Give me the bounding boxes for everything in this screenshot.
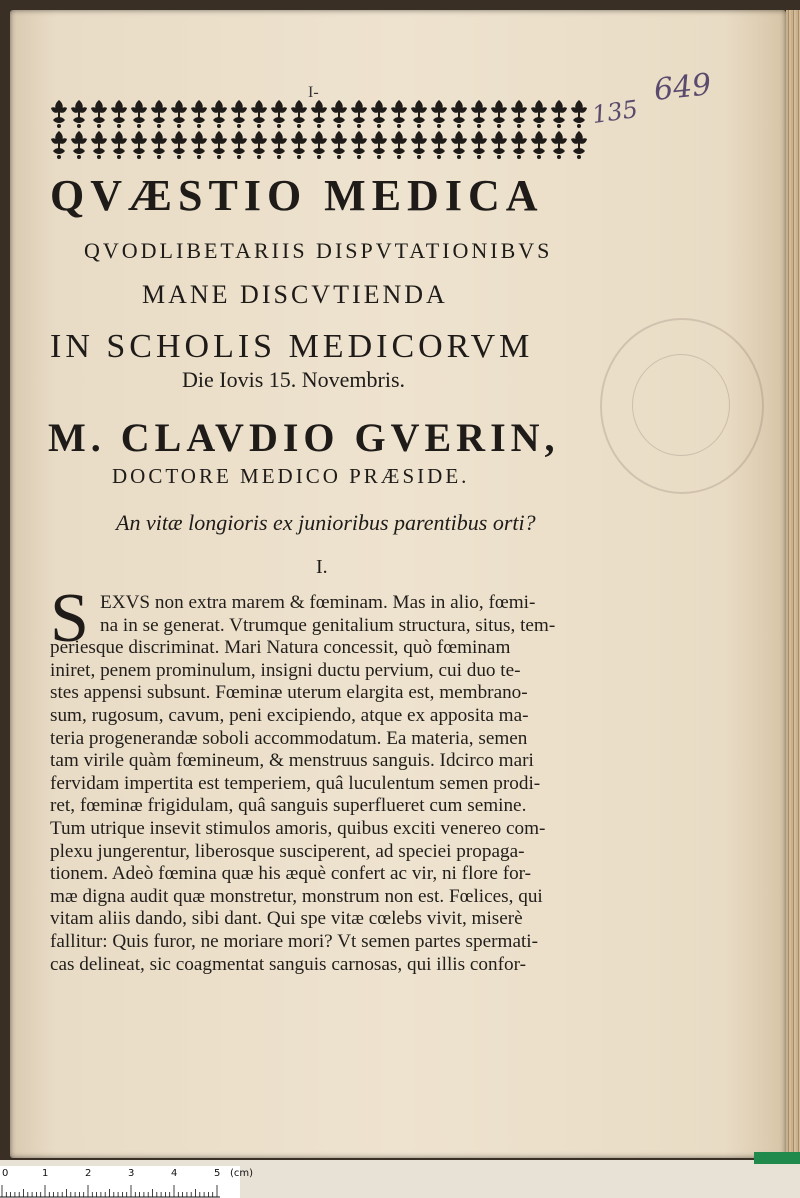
- ruler-label: 3: [128, 1168, 135, 1179]
- body-line: periesque discriminat. Mari Natura concessit, quò fœminam: [50, 637, 511, 659]
- fleuron-icon: [291, 131, 307, 159]
- ruler-label: 0: [2, 1168, 9, 1179]
- scale-ruler: [0, 1166, 240, 1198]
- fleuron-icon: [91, 131, 107, 159]
- body-line: EXVS non extra marem & fœminam. Mas in alio, fœmi-: [100, 592, 536, 613]
- fleuron-icon: [151, 131, 167, 159]
- fleuron-icon: [551, 131, 567, 159]
- color-tab: [754, 1152, 800, 1164]
- fleuron-icon: [531, 131, 547, 159]
- fleuron-icon: [211, 131, 227, 159]
- fleuron-icon: [391, 131, 407, 159]
- body-line: Tum utrique insevit stimulos amoris, quibus exciti venereo com-: [50, 817, 546, 839]
- ruler-label: 5: [214, 1168, 221, 1179]
- fleuron-icon: [151, 100, 167, 128]
- fleuron-icon: [371, 131, 387, 159]
- fleuron-icon: [191, 100, 207, 128]
- fleuron-icon: [111, 100, 127, 128]
- drop-cap: S: [50, 580, 89, 657]
- fleuron-icon: [571, 131, 587, 159]
- body-line: tam virile quàm fœmineum, & menstruus sanguis. Idcirco mari: [50, 750, 534, 772]
- ruler-label: 4: [171, 1168, 178, 1179]
- fleuron-icon: [231, 100, 247, 128]
- body-line: vitam aliis dando, sibi dant. Qui spe vitæ cœlebs vivit, miserè: [50, 908, 523, 930]
- fleuron-icon: [411, 131, 427, 159]
- fleuron-icon: [571, 100, 587, 128]
- fleuron-icon: [451, 131, 467, 159]
- fleuron-icon: [391, 100, 407, 128]
- fleuron-icon: [71, 100, 87, 128]
- body-line: teria progenerandæ soboli accommodatum. Ea materia, semen: [50, 727, 528, 749]
- fleuron-icon: [251, 131, 267, 159]
- ruler-unit: (cm): [230, 1168, 254, 1179]
- fleuron-icon: [311, 131, 327, 159]
- body-line: ret, fœminæ frigidulam, quâ sanguis superflueret cum semine.: [50, 795, 527, 817]
- fleuron-icon: [371, 100, 387, 128]
- fleuron-icon: [411, 100, 427, 128]
- thesis-question: An vitæ longioris ex junioribus parentibus orti?: [116, 510, 536, 535]
- fleuron-icon: [511, 131, 527, 159]
- fleuron-icon: [451, 100, 467, 128]
- body-line: mæ digna audit quæ monstretur, monstrum non est. Fœlices, qui: [50, 885, 543, 907]
- body-line: fervidam impertita est temperiem, quâ luculentum semen prodi-: [50, 772, 541, 794]
- body-line: plexu jungerentur, liberosque susciperent, ad speciei propaga-: [50, 840, 525, 862]
- fleuron-icon: [171, 131, 187, 159]
- fleuron-icon: [471, 100, 487, 128]
- body-line: cas delineat, sic coagmentat sanguis carnosas, qui illis confor-: [50, 953, 526, 975]
- fleuron-icon: [271, 100, 287, 128]
- fleuron-icon: [211, 100, 227, 128]
- body-line: fallitur: Quis furor, ne moriare mori? Vt semen partes spermati-: [50, 930, 539, 952]
- fleuron-icon: [131, 131, 147, 159]
- body-line: iniret, penem prominulum, insigni ductu pervium, cui duo te-: [50, 659, 521, 681]
- body-line: stes appensi subsunt. Fœminæ uterum elargita est, membrano-: [50, 682, 528, 704]
- title-quodlibetariis: QVODLIBETARIIS DISPVTATIONIBVS: [84, 238, 553, 263]
- fleuron-icon: [471, 131, 487, 159]
- disputation-date: Die Iovis 15. Novembris.: [182, 367, 406, 392]
- fleuron-icon: [251, 100, 267, 128]
- title-questio-medica: QVÆSTIO MEDICA: [50, 171, 544, 220]
- fleuron-icon: [351, 131, 367, 159]
- library-stamp: [600, 318, 764, 494]
- page-mark: I-: [308, 84, 319, 101]
- fleuron-icon: [331, 100, 347, 128]
- body-line: tionem. Adeò fœmina quæ his æquè confert ac vir, ni flore for-: [50, 863, 532, 885]
- section-body: [50, 592, 596, 976]
- fleuron-icon: [131, 100, 147, 128]
- fleuron-icon: [311, 100, 327, 128]
- fleuron-icon: [51, 100, 67, 128]
- fleuron-icon: [171, 100, 187, 128]
- praeses-name: M. CLAVDIO GVERIN,: [48, 415, 560, 460]
- praeses-role: DOCTORE MEDICO PRÆSIDE.: [112, 464, 470, 488]
- handwritten-number-side: 135: [590, 94, 640, 130]
- fleuron-icon: [51, 131, 67, 159]
- fleuron-icon: [71, 131, 87, 159]
- fleuron-icon: [91, 100, 107, 128]
- fleuron-icon: [191, 131, 207, 159]
- fleuron-icon: [531, 100, 547, 128]
- fleuron-icon: [431, 131, 447, 159]
- ruler-label: 2: [85, 1168, 92, 1179]
- fleuron-ornament-band: [48, 98, 588, 160]
- section-number: I.: [316, 556, 328, 578]
- handwritten-number-top: 649: [652, 67, 713, 108]
- fleuron-icon: [511, 100, 527, 128]
- fleuron-icon: [231, 131, 247, 159]
- title-in-scholis: IN SCHOLIS MEDICORVM: [50, 328, 534, 365]
- ruler-label: 1: [42, 1168, 49, 1179]
- page-edges: [786, 10, 800, 1158]
- fleuron-icon: [111, 131, 127, 159]
- body-line: sum, rugosum, cavum, peni excipiendo, atque ex apposita ma-: [50, 704, 529, 726]
- fleuron-icon: [491, 100, 507, 128]
- fleuron-icon: [331, 131, 347, 159]
- body-line: na in se generat. Vtrumque genitalium structura, situs, tem-: [100, 614, 556, 636]
- fleuron-icon: [491, 131, 507, 159]
- title-mane-discutienda: MANE DISCVTIENDA: [142, 280, 448, 309]
- fleuron-icon: [351, 100, 367, 128]
- library-stamp-inner-ring: [632, 354, 730, 456]
- fleuron-icon: [431, 100, 447, 128]
- fleuron-icon: [291, 100, 307, 128]
- fleuron-icon: [271, 131, 287, 159]
- fleuron-icon: [551, 100, 567, 128]
